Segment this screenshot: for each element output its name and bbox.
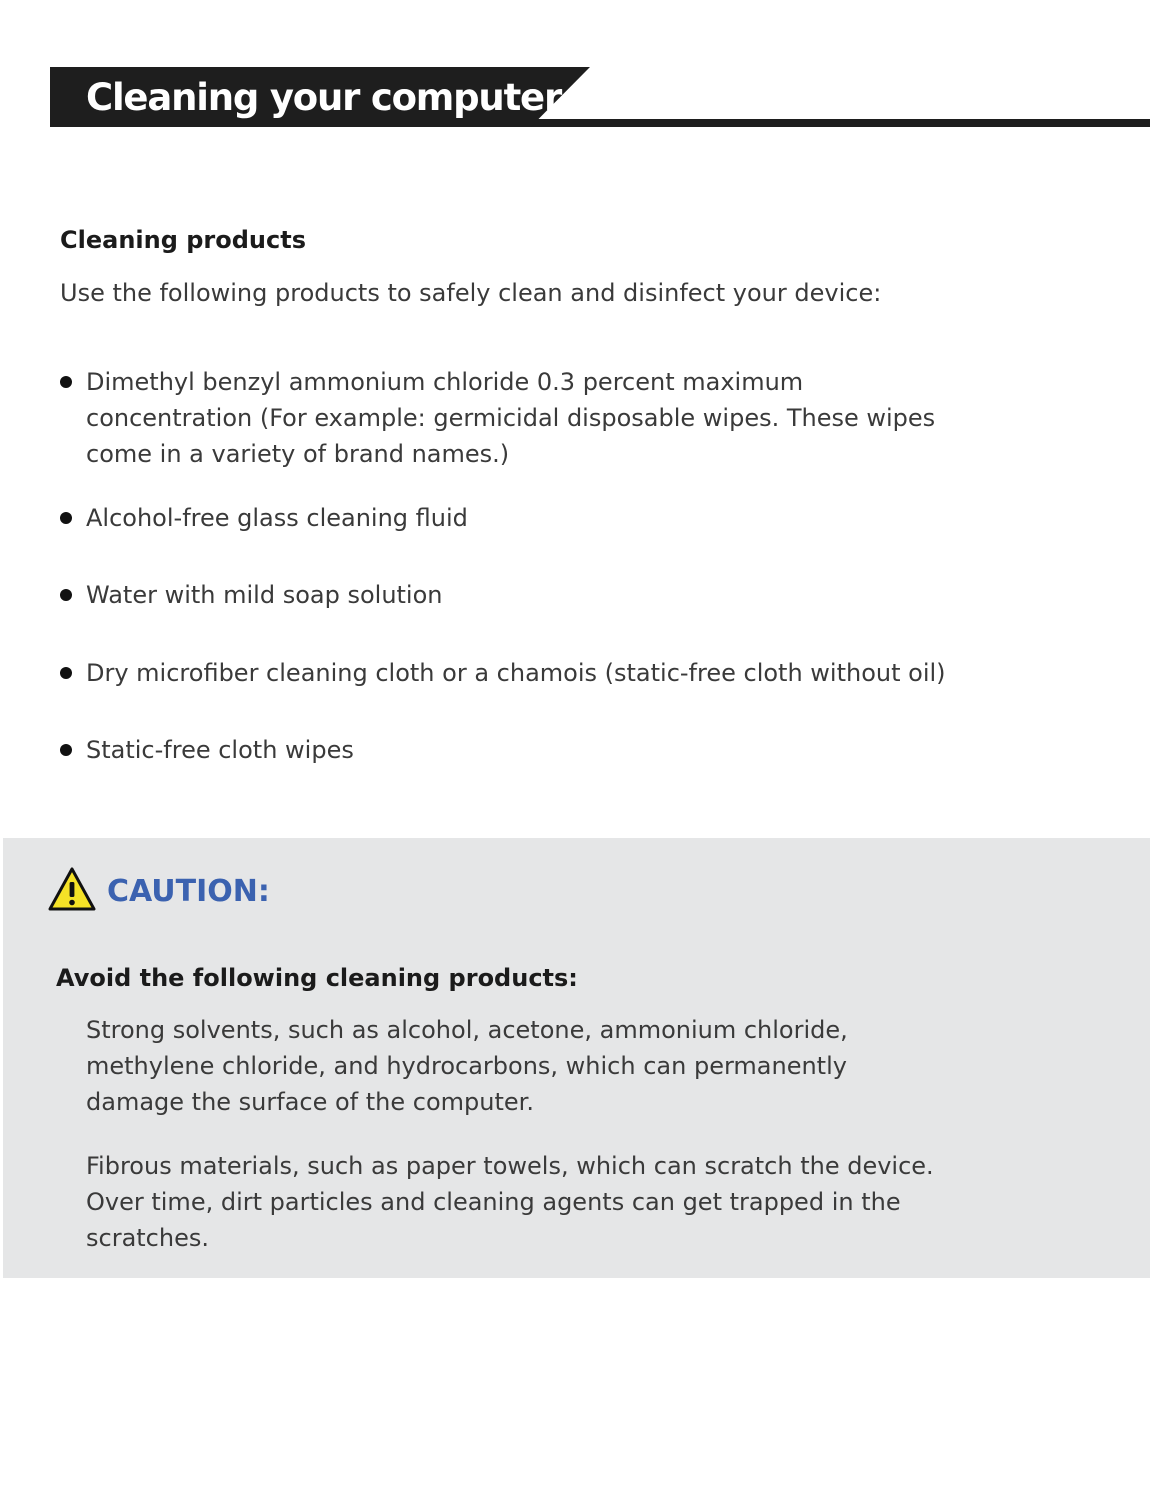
- list-item-text: [86, 577, 1026, 613]
- list-item-line: concentration (For example: germicidal disposable wipes. These wipes: [86, 404, 936, 432]
- page-title: Cleaning your computer: [86, 76, 561, 119]
- caution-title: CAUTION:: [107, 874, 270, 909]
- caution-paragraph-line: Fibrous materials, such as paper towels, which can scratch the device.: [86, 1152, 934, 1180]
- list-item-line: Dimethyl benzyl ammonium chloride 0.3 percent maximum: [86, 368, 804, 396]
- bullet-icon: [60, 589, 72, 601]
- bullet-icon: [60, 512, 72, 524]
- warning-triangle-icon: [47, 866, 97, 912]
- list-item-text: [86, 364, 1026, 472]
- caution-paragraph-line: damage the surface of the computer.: [86, 1088, 534, 1116]
- list-item-text: [86, 500, 1026, 536]
- caution-paragraph-line: Over time, dirt particles and cleaning agents can get trapped in the: [86, 1188, 901, 1216]
- list-item-line: come in a variety of brand names.): [86, 440, 510, 468]
- caution-paragraph: [86, 1012, 1026, 1120]
- list-item-text: [86, 732, 1026, 768]
- list-item-line: Water with mild soap solution: [86, 581, 443, 609]
- list-item-text: [86, 655, 1026, 691]
- section-heading: Cleaning products: [60, 226, 306, 254]
- caution-paragraph-line: scratches.: [86, 1224, 209, 1252]
- list-item-line: Static-free cloth wipes: [86, 736, 354, 764]
- caution-paragraph-line: methylene chloride, and hydrocarbons, which can permanently: [86, 1052, 847, 1080]
- list-item-line: Dry microfiber cleaning cloth or a chamois (static-free cloth without oil): [86, 659, 946, 687]
- bullet-icon: [60, 376, 72, 388]
- caution-paragraph: [86, 1148, 1026, 1256]
- bullet-icon: [60, 744, 72, 756]
- caution-subheading: Avoid the following cleaning products:: [56, 964, 578, 992]
- section-intro: Use the following products to safely clean and disinfect your device:: [60, 279, 882, 307]
- bullet-icon: [60, 667, 72, 679]
- caution-paragraph-line: Strong solvents, such as alcohol, acetone, ammonium chloride,: [86, 1016, 848, 1044]
- list-item-line: Alcohol-free glass cleaning fluid: [86, 504, 468, 532]
